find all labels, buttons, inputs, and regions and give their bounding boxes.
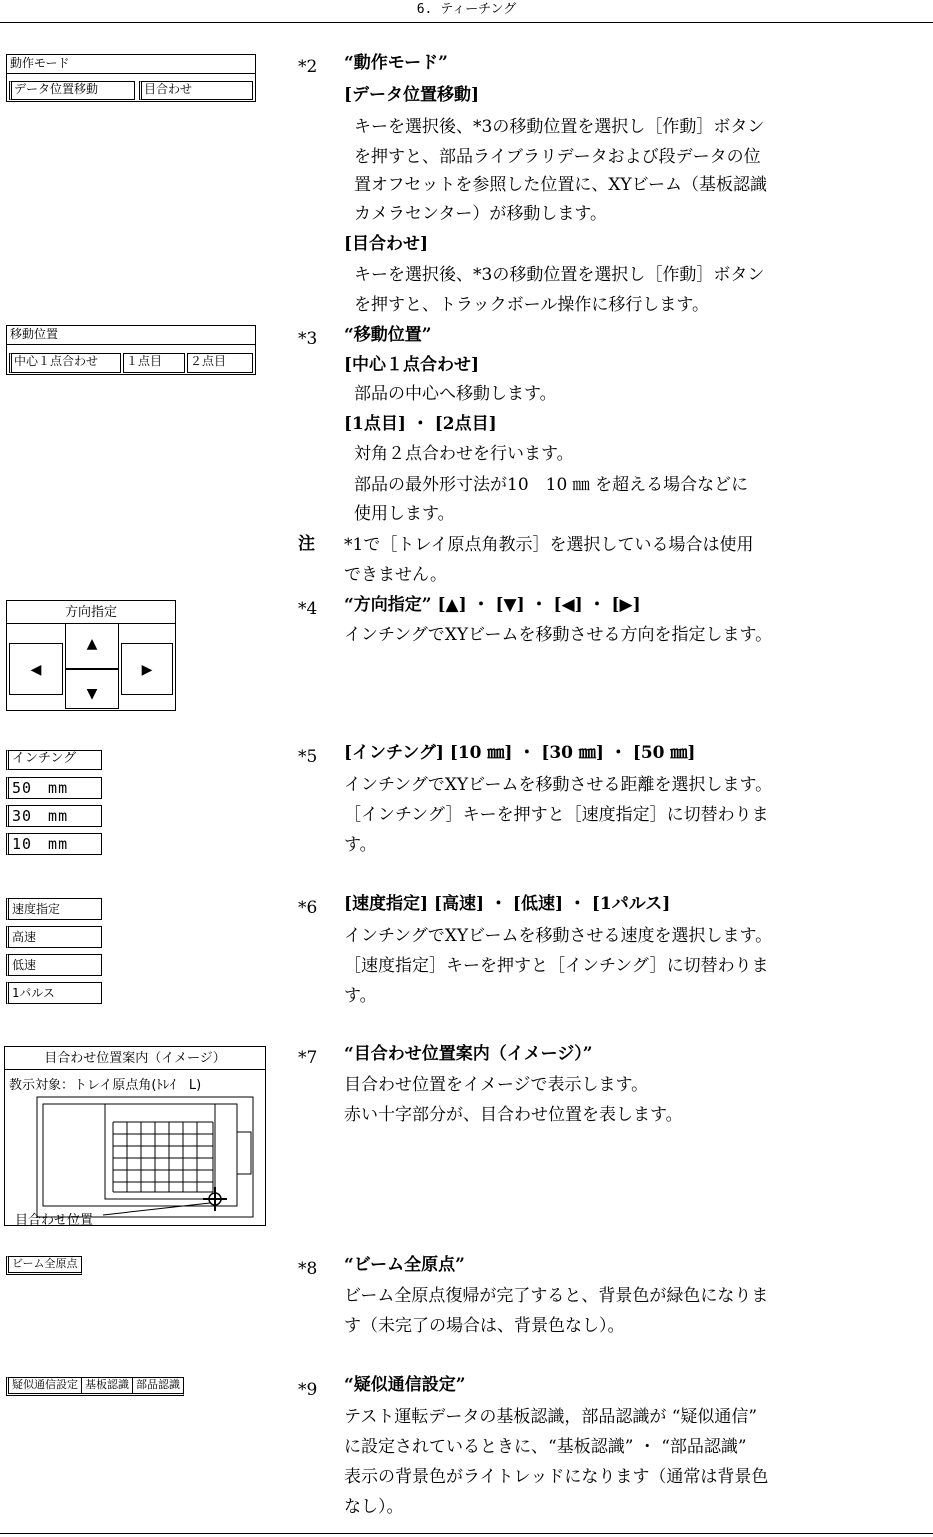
s2-body2-1: を押すと、トラックボール操作に移行します。 <box>354 295 709 315</box>
s5-body-0: インチングでXYビームを移動させる距離を選択します。 <box>344 775 773 795</box>
right-arrow-icon: ▶ <box>141 662 153 678</box>
s2-sub2: [目合わせ] <box>344 234 429 254</box>
s9-title: “疑似通信設定” <box>344 1375 466 1395</box>
right-arrow-button[interactable] <box>121 643 173 695</box>
s7-number: *7 <box>298 1048 318 1068</box>
s8-body-1: す（未完了の場合は、背景色なし）。 <box>344 1316 625 1336</box>
beam-origin-badge: ビーム全原点 <box>6 1256 82 1275</box>
s6-body-2: す。 <box>344 986 377 1006</box>
s7-body-0: 目合わせ位置をイメージで表示します。 <box>344 1075 649 1095</box>
note-line-1: できません。 <box>344 565 448 585</box>
move-position-panel <box>6 325 256 375</box>
s7-title: “目合わせ位置案内（イメージ）” <box>344 1044 593 1064</box>
inching-button[interactable]: インチング <box>6 750 102 770</box>
second-point-button[interactable]: ２点目 <box>187 353 253 373</box>
speed-high-button[interactable]: 高速 <box>6 926 102 948</box>
s9-body-1: に設定されているときに、“基板認識” ・ “部品認識” <box>344 1437 747 1457</box>
s2-body1-3: カメラセンター）が移動します。 <box>354 204 607 224</box>
alignment-guide-panel <box>4 1046 266 1226</box>
board-recognition-badge: 基板認識 <box>82 1378 133 1393</box>
s4-body-0: インチングでXYビームを移動させる方向を指定します。 <box>344 625 773 645</box>
down-arrow-button[interactable] <box>65 669 119 709</box>
operation-mode-panel <box>6 54 256 102</box>
page-header: 6. ティーチング <box>0 0 933 23</box>
crosshair-icon <box>203 1187 227 1211</box>
s9-number: *9 <box>298 1380 318 1400</box>
s4-title: “方向指定” [▲] ・ [▼] ・ [◀] ・ [▶] <box>344 595 641 615</box>
footer-rule <box>0 1533 933 1534</box>
up-arrow-icon: ▲ <box>86 636 98 652</box>
first-point-button[interactable]: １点目 <box>123 353 185 373</box>
eye-alignment-button[interactable]: 目合わせ <box>139 81 253 100</box>
s6-title: [速度指定] [高速] ・ [低速] ・ [1パルス] <box>344 894 671 914</box>
note-line-0: *1で［トレイ原点角教示］を選択している場合は使用 <box>344 535 754 555</box>
s5-body-1: ［インチング］キーを押すと［速度指定］に切替わりま <box>344 805 769 825</box>
tray-image-icon <box>5 1047 267 1227</box>
s9-body-2: 表示の背景色がライトレッドになります（通常は背景色 <box>344 1467 769 1487</box>
s8-title: “ビーム全原点” <box>344 1255 465 1275</box>
s3-title: “移動位置” <box>344 325 432 345</box>
s2-body1-1: を押すと、部品ライブラリデータおよび段データの位 <box>354 147 761 167</box>
s8-number: *8 <box>298 1259 318 1279</box>
inching-50mm-button[interactable]: 50 mm <box>6 777 102 799</box>
s4-number: *4 <box>298 599 318 619</box>
s2-body1-0: キーを選択後、*3の移動位置を選択し［作動］ボタン <box>354 117 765 137</box>
speed-select-button[interactable]: 速度指定 <box>6 898 102 920</box>
left-arrow-icon: ◀ <box>30 662 42 678</box>
teach-target-label: 教示対象：トレイ原点角(ﾄﾚｲ L) <box>9 1078 202 1093</box>
speed-low-button[interactable]: 低速 <box>6 954 102 976</box>
s9-body-0: テスト運転データの基板認識，部品認識が “疑似通信” <box>344 1407 758 1427</box>
s3-sub1: [中心１点合わせ] <box>344 355 480 375</box>
s3-body2-2: 使用します。 <box>354 504 455 524</box>
data-position-move-button[interactable]: データ位置移動 <box>9 81 135 100</box>
s6-body-0: インチングでXYビームを移動させる速度を選択します。 <box>344 926 773 946</box>
s2-number: *2 <box>298 57 318 77</box>
inching-10mm-button[interactable]: 10 mm <box>6 833 102 855</box>
direction-title: 方向指定 <box>7 601 175 624</box>
s5-number: *5 <box>298 747 318 767</box>
s3-body1-0: 部品の中心へ移動します。 <box>354 384 557 404</box>
s3-body2-1: 部品の最外形寸法が10 10 ㎜ を超える場合などに <box>354 475 749 495</box>
s9-body-3: なし）。 <box>344 1497 404 1517</box>
left-arrow-button[interactable] <box>9 643 63 695</box>
s3-body2-0: 対角２点合わせを行います。 <box>354 444 574 464</box>
up-arrow-button[interactable] <box>65 623 119 669</box>
s2-body1-2: 置オフセットを参照した位置に、XYビーム（基板認識 <box>354 175 767 195</box>
s8-body-0: ビーム全原点復帰が完了すると、背景色が緑色になりま <box>344 1286 769 1306</box>
inching-30mm-button[interactable]: 30 mm <box>6 805 102 827</box>
s2-title: “動作モード” <box>344 53 448 73</box>
s3-sub2: [1点目] ・ [2点目] <box>344 414 497 434</box>
center-one-point-button[interactable]: 中心１点合わせ <box>9 353 121 373</box>
alignment-guide-title: 目合わせ位置案内（イメージ） <box>5 1047 265 1070</box>
note-label: 注 <box>298 534 315 554</box>
operation-mode-title: 動作モード <box>7 55 255 74</box>
s6-number: *6 <box>298 898 318 918</box>
s2-sub1: [データ位置移動] <box>344 85 480 105</box>
speed-1pulse-button[interactable]: 1パルス <box>6 982 102 1004</box>
alignment-position-label: 目合わせ位置 <box>15 1213 94 1228</box>
simulated-comm-setting-badge: 疑似通信設定 <box>9 1378 82 1393</box>
down-arrow-icon: ▼ <box>86 686 98 702</box>
s5-title: [インチング] [10 ㎜] ・ [30 ㎜] ・ [50 ㎜] <box>344 743 696 763</box>
s5-body-2: す。 <box>344 835 377 855</box>
s3-number: *3 <box>298 329 318 349</box>
s7-body-1: 赤い十字部分が、目合わせ位置を表します。 <box>344 1105 683 1125</box>
part-recognition-badge: 部品認識 <box>136 1378 180 1391</box>
direction-panel <box>6 600 176 711</box>
simulated-comm-bar <box>6 1377 184 1396</box>
move-position-title: 移動位置 <box>7 326 255 345</box>
s6-body-1: ［速度指定］キーを押すと［インチング］に切替わりま <box>344 956 769 976</box>
s2-body2-0: キーを選択後、*3の移動位置を選択し［作動］ボタン <box>354 265 765 285</box>
